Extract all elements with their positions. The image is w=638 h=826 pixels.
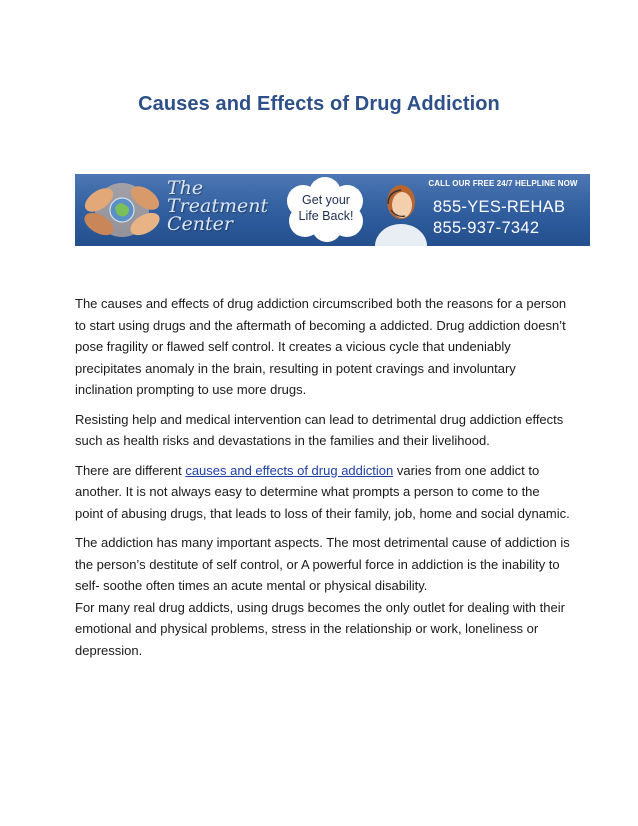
- logo-line-1: The: [167, 177, 204, 199]
- phone-number-1[interactable]: 855-YES-REHAB: [433, 198, 566, 216]
- logo-line-3: Center: [167, 213, 233, 235]
- paragraph-4: [75, 532, 570, 661]
- paragraph-3-start: There are different: [75, 462, 186, 478]
- paragraph-2: Resisting help and medical intervention can lead to detrimental drug addiction effects such as health risks and devastations in the families and their livelihood.: [75, 411, 564, 448]
- logo-line-2: Treatment: [167, 195, 269, 217]
- causes-effects-link[interactable]: causes and effects of drug addiction: [185, 462, 394, 478]
- logo-text: [167, 179, 277, 233]
- cloud-message: [291, 192, 361, 224]
- paragraph-1: The causes and effects of drug addiction circumscribed both the reasons for a person to start using drugs and the aftermath of becoming a addicted. Drug addiction doesn’t pose fragility or flawed self control. It creates a vicious cycle that undeniably precipitates anomaly in the brain, resulting in potent cravings and involuntary inclination prompting to use more drugs.: [75, 296, 567, 397]
- article-body: [75, 293, 570, 661]
- cloud-line-2: Life Back!: [298, 209, 354, 223]
- paragraph-5-text: For many real drug addicts, using drugs becomes the only outlet for dealing with their emotional and physical problems, stress in the relationship or work, loneliness or depression.: [75, 599, 565, 658]
- helpline-operator-icon: [371, 174, 427, 246]
- treatment-center-banner[interactable]: [75, 174, 590, 246]
- paragraph-4-text: The addiction has many important aspects. The most detrimental cause of addiction is the person’s destitute of self control, or A powerful force in addiction is the inability to self- soothe often times an acute mental or physical disability.: [75, 535, 570, 593]
- helpline-label: CALL OUR FREE 24/7 HELPLINE NOW: [428, 179, 578, 188]
- hands-logo-icon: [79, 178, 165, 242]
- paragraph-3-end: varies from one addict to another. It is not always easy to determine what prompts a person to come to the point of abusing drugs, that leads to loss of their family, job, home and social dynamic.: [75, 462, 570, 521]
- page-title: Causes and Effects of Drug Addiction: [138, 93, 500, 115]
- paragraph-3: [75, 460, 570, 525]
- cloud-line-1: Get your: [302, 193, 350, 207]
- phone-number-2[interactable]: 855-937-7342: [433, 219, 540, 237]
